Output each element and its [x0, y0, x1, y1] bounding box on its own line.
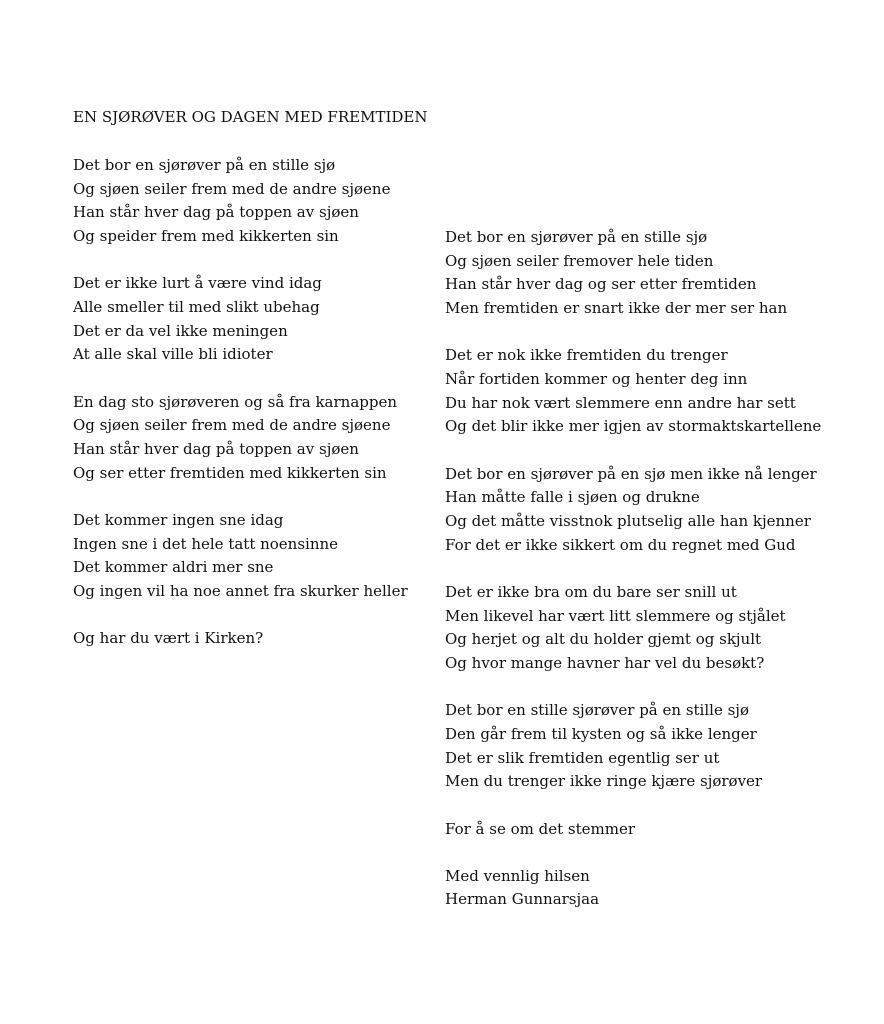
poem-line: Og herjet og alt du holder gjemt og skjult: [445, 630, 762, 649]
poem-line: Det er da vel ikke meningen: [73, 321, 288, 340]
poem-line: Og ser etter fremtiden med kikkerten sin: [73, 463, 387, 482]
poem-line: Det er nok ikke fremtiden du trenger: [445, 346, 728, 365]
poem-line: Den går frem til kysten og så ikke lenger: [445, 724, 757, 743]
poem-line: Det er ikke lurt å være vind idag: [73, 274, 322, 293]
stanza: [445, 865, 865, 912]
poem-line: Og sjøen seiler fremover hele tiden: [445, 251, 714, 270]
poem-line: Men du trenger ikke ringe kjære sjørøver: [445, 772, 763, 791]
poem-line: For det er ikke sikkert om du regnet med Gud: [445, 535, 796, 554]
poem-line: Det bor en stille sjørøver på en stille sjø: [445, 701, 749, 720]
poem-line: Han står hver dag og ser etter fremtiden: [445, 275, 757, 294]
poem-line: Alle smeller til med slikt ubehag: [73, 298, 320, 317]
poem-line: Med vennlig hilsen: [445, 866, 590, 885]
stanza: [73, 391, 493, 486]
right-column: [445, 226, 865, 936]
poem-line: Du har nok vært slemmere enn andre har sett: [445, 393, 796, 412]
poem-line: For å se om det stemmer: [445, 819, 636, 838]
poem-line: Han måtte falle i sjøen og drukne: [445, 488, 700, 507]
poem-line: En dag sto sjørøveren og så fra karnappen: [73, 392, 398, 411]
stanza: [445, 581, 865, 676]
poem-line: Og speider frem med kikkerten sin: [73, 227, 339, 246]
poem-line: Han står hver dag på toppen av sjøen: [73, 440, 359, 459]
left-column: [73, 154, 493, 674]
poem-line: Og det måtte visstnok plutselig alle han kjenner: [445, 512, 811, 531]
stanza: [445, 818, 865, 842]
poem-line: Men likevel har vært litt slemmere og stjålet: [445, 606, 786, 625]
poem-line: Det bor en sjørøver på en stille sjø: [445, 228, 708, 246]
poem-line: Og sjøen seiler frem med de andre sjøene: [73, 179, 391, 198]
stanza: [73, 272, 493, 367]
poem-line: Og ingen vil ha noe annet fra skurker heller: [73, 582, 408, 601]
poem-line: Han står hver dag på toppen av sjøen: [73, 203, 359, 222]
stanza: [445, 699, 865, 794]
poem-title: EN SJØRØVER OG DAGEN MED FREMTIDEN: [73, 108, 428, 126]
poem-line: Ingen sne i det hele tatt noensinne: [73, 534, 339, 553]
stanza: [73, 627, 493, 651]
poem-line: Og har du vært i Kirken?: [73, 629, 264, 648]
poem-line: Det er slik fremtiden egentlig ser ut: [445, 748, 720, 767]
stanza: [73, 154, 493, 249]
poem-line: Det er ikke bra om du bare ser snill ut: [445, 582, 737, 601]
poem-line: Det bor en sjørøver på en stille sjø: [73, 156, 336, 174]
poem-line: Og det blir ikke mer igjen av stormaktskartellene: [445, 417, 822, 436]
poem-line: Det bor en sjørøver på en sjø men ikke nå lenger: [445, 464, 817, 483]
poem-line: Og hvor mange havner har vel du besøkt?: [445, 654, 765, 673]
stanza: [445, 226, 865, 321]
poem-line: Når fortiden kommer og henter deg inn: [445, 370, 748, 389]
poem-line: Herman Gunnarsjaa: [445, 890, 600, 909]
poem-line: At alle skal ville bli idioter: [73, 345, 273, 364]
stanza: [445, 344, 865, 439]
poem-line: Det kommer aldri mer sne: [73, 558, 274, 577]
stanza: [73, 509, 493, 604]
stanza: [445, 463, 865, 558]
poem-line: Det kommer ingen sne idag: [73, 510, 284, 529]
poem-line: Men fremtiden er snart ikke der mer ser han: [445, 299, 788, 318]
poem-line: Og sjøen seiler frem med de andre sjøene: [73, 416, 391, 435]
